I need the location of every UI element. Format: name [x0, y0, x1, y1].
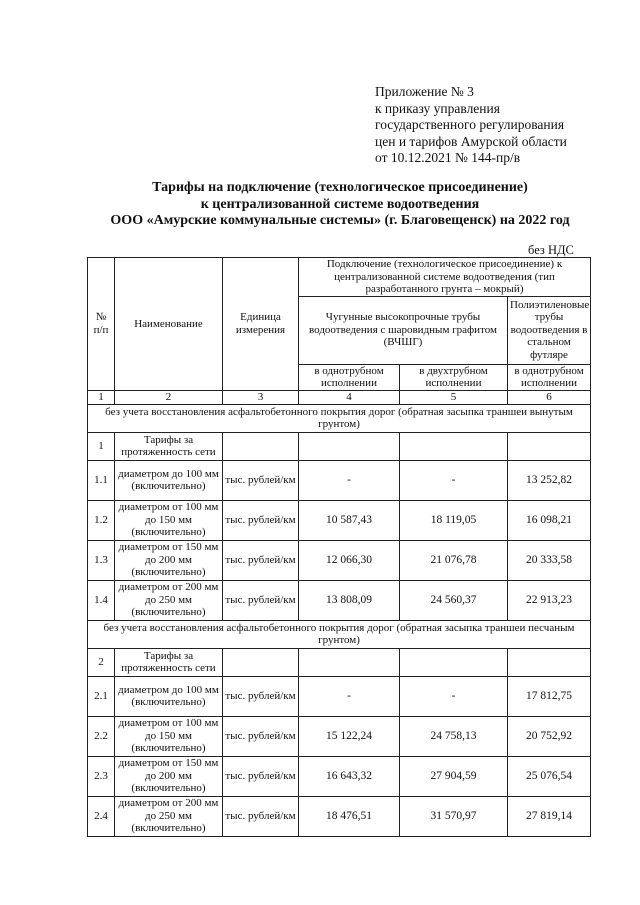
row-num: 2.1 [88, 676, 115, 716]
row-num: 1.3 [88, 540, 115, 580]
appendix-line: к приказу управления [375, 100, 500, 116]
title-line: ООО «Амурские коммунальные системы» (г. Благовещенск) на 2022 год [110, 213, 570, 228]
vat-note: без НДС [528, 243, 574, 257]
table-row [88, 796, 591, 836]
appendix-reference [375, 84, 567, 167]
col-number: 1 [88, 390, 115, 404]
row-unit: тыс. рублей/км [223, 460, 299, 500]
row-value: 22 913,23 [508, 580, 591, 620]
header-polyethylene: Полиэтиленовые трубы водоотведения в стальном футляре [508, 296, 591, 364]
row-value: 13 808,09 [299, 580, 400, 620]
row-num: 2.2 [88, 716, 115, 756]
row-num: 1.2 [88, 500, 115, 540]
group-row [88, 432, 591, 460]
row-unit: тыс. рублей/км [223, 540, 299, 580]
table-row [88, 460, 591, 500]
header-num: № п/п [88, 258, 115, 391]
row-num: 1.1 [88, 460, 115, 500]
col-number: 3 [223, 390, 299, 404]
row-name: диаметром до 100 мм (включительно) [115, 676, 223, 716]
header-name: Наименование [115, 258, 223, 391]
row-value: 20 752,92 [508, 716, 591, 756]
row-value: 12 066,30 [299, 540, 400, 580]
table-row [88, 756, 591, 796]
appendix-line: от 10.12.2021 № 144-пр/в [375, 150, 521, 165]
document-title [70, 180, 610, 230]
row-value: 25 076,54 [508, 756, 591, 796]
row-name: диаметром от 200 мм до 250 мм (включительно) [115, 796, 223, 836]
table-row [88, 676, 591, 716]
row-value: 31 570,97 [400, 796, 508, 836]
row-value: 16 643,32 [299, 756, 400, 796]
header-unit: Единица измерения [223, 258, 299, 391]
row-value: - [400, 460, 508, 500]
header-single-pipe: в однотрубном исполнении [299, 364, 400, 390]
row-value: - [299, 460, 400, 500]
row-value: - [299, 676, 400, 716]
row-unit: тыс. рублей/км [223, 580, 299, 620]
row-value: 18 119,05 [400, 500, 508, 540]
row-value: 21 076,78 [400, 540, 508, 580]
row-num: 2.4 [88, 796, 115, 836]
row-value: 13 252,82 [508, 460, 591, 500]
section-title: без учета восстановления асфальтобетонного покрытия дорог (обратная засыпка траншеи вынутым грунтом) [88, 404, 591, 432]
row-value: 27 819,14 [508, 796, 591, 836]
group-label: Тарифы за протяженность сети [115, 648, 223, 676]
column-number-row [88, 390, 591, 404]
row-value: 16 098,21 [508, 500, 591, 540]
tariff-table [87, 257, 591, 837]
row-value: 20 333,58 [508, 540, 591, 580]
section-title-row [88, 404, 591, 432]
section-title: без учета восстановления асфальтобетонного покрытия дорог (обратная засыпка траншеи песчаным грунтом) [88, 620, 591, 648]
row-unit: тыс. рублей/км [223, 756, 299, 796]
header-group: Подключение (технологическое присоединение) к централизованной системе водоотведения (тип разработанного грунта – мокрый) [299, 258, 591, 297]
section-title-row [88, 620, 591, 648]
row-unit: тыс. рублей/км [223, 500, 299, 540]
row-unit: тыс. рублей/км [223, 716, 299, 756]
group-row [88, 648, 591, 676]
group-label: Тарифы за протяженность сети [115, 432, 223, 460]
table-row [88, 500, 591, 540]
header-double-pipe: в двухтрубном исполнении [400, 364, 508, 390]
row-value: 24 758,13 [400, 716, 508, 756]
row-unit: тыс. рублей/км [223, 796, 299, 836]
table-row [88, 540, 591, 580]
row-value: - [400, 676, 508, 716]
appendix-line: цен и тарифов Амурской области [375, 133, 567, 149]
header-cast-iron: Чугунные высокопрочные трубы водоотведения с шаровидным графитом (ВЧШГ) [299, 296, 508, 364]
table-row [88, 580, 591, 620]
row-value: 17 812,75 [508, 676, 591, 716]
appendix-line: государственного регулирования [375, 117, 565, 132]
col-number: 5 [400, 390, 508, 404]
table-header-row [88, 258, 591, 297]
row-num: 2.3 [88, 756, 115, 796]
group-num: 1 [88, 432, 115, 460]
row-value: 15 122,24 [299, 716, 400, 756]
table-row [88, 716, 591, 756]
row-unit: тыс. рублей/км [223, 676, 299, 716]
row-name: диаметром до 100 мм (включительно) [115, 460, 223, 500]
col-number: 4 [299, 390, 400, 404]
row-value: 10 587,43 [299, 500, 400, 540]
row-name: диаметром от 150 мм до 200 мм (включительно) [115, 756, 223, 796]
title-line: к централизованной системе водоотведения [200, 196, 480, 212]
title-line: Тарифы на подключение (технологическое присоединение) [152, 180, 528, 195]
row-name: диаметром от 100 мм до 150 мм (включительно) [115, 716, 223, 756]
row-name: диаметром от 150 мм до 200 мм (включительно) [115, 540, 223, 580]
row-num: 1.4 [88, 580, 115, 620]
col-number: 2 [115, 390, 223, 404]
row-name: диаметром от 200 мм до 250 мм (включительно) [115, 580, 223, 620]
row-name: диаметром от 100 мм до 150 мм (включительно) [115, 500, 223, 540]
header-single-pipe-2: в однотрубном исполнении [508, 364, 591, 390]
col-number: 6 [508, 390, 591, 404]
row-value: 24 560,37 [400, 580, 508, 620]
row-value: 27 904,59 [400, 756, 508, 796]
appendix-line: Приложение № 3 [375, 84, 474, 99]
group-num: 2 [88, 648, 115, 676]
row-value: 18 476,51 [299, 796, 400, 836]
